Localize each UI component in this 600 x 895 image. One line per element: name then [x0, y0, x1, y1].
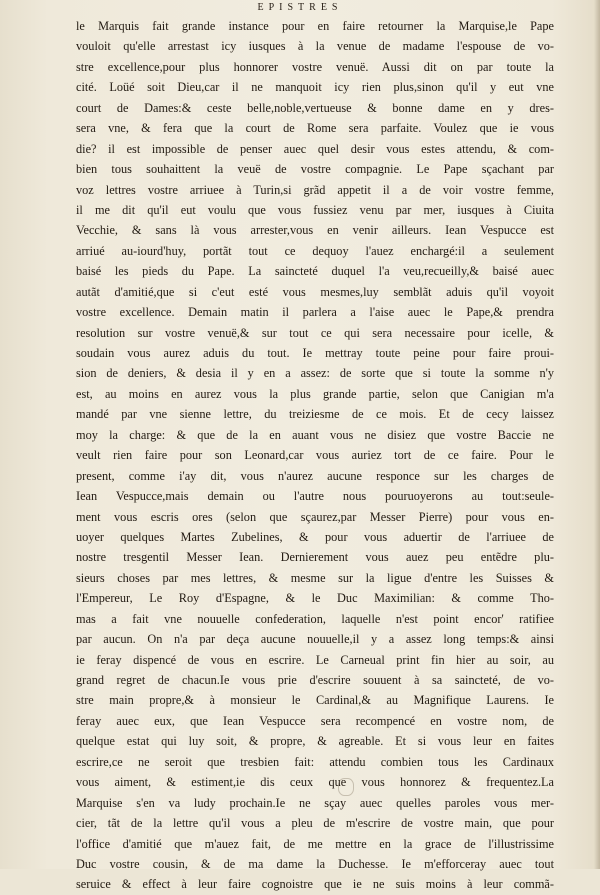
text-line: present, comme i'ay dit, vous n'aurez aucune responce sur les charges de — [76, 468, 554, 483]
text-line: il me dit qu'il eut voulu que vous fussiez venu par mer, iusques à Ciuita — [76, 202, 554, 217]
text-line: voz lettres vostre arriuee à Turin,si grãd appetit il a de voir vostre femme, — [76, 182, 554, 197]
text-line: court de Dames:& ceste belle,noble,vertueuse & bonne dame en y dres- — [76, 100, 554, 115]
text-line: stre main propre,& à monsieur le Cardinal,& au Magnifique Laurens. Ie — [76, 693, 554, 708]
text-line: resolution sur vostre venuë,& sur tout ce qui sera necessaire pour icelle, & — [76, 325, 554, 340]
paper-stain — [338, 778, 354, 796]
text-line: bien tous souhaittent la veuë de vostre compagnie. Le Pape sçachant par — [76, 162, 554, 177]
text-line: cité. Loüé soit Dieu,car il ne manquoit icy rien plus,sinon qu'il y eut vne — [76, 80, 554, 95]
text-line: seruice & effect à leur faire cognoistre que ie ne suis moins à leur commã- — [76, 877, 554, 892]
body-text — [76, 16, 554, 895]
text-line: vostre excellence. Demain matin il parlera a l'aise auec le Pape,& prendra — [76, 305, 554, 320]
text-line: l'Empereur, Le Roy d'Espagne, & le Duc Maximilian: & comme Tho- — [76, 591, 554, 606]
page-gutter-shadow — [594, 0, 600, 869]
text-line: feray auec eux, que Iean Vespucce sera recompencé en vostre nom, de — [76, 713, 554, 728]
text-line: le Marquis fait grande instance pour en faire retourner la Marquise,le Pape — [76, 19, 554, 33]
text-line: mandé par vne sienne lettre, du treiziesme de ce mois. Et de cecy laissez — [76, 407, 554, 422]
text-line: baisé les pieds du Pape. La saincteté duquel l'a veu,recueilly,& baisé auec — [76, 264, 554, 279]
text-line: sion de deniers, & desia il y en a assez: de sorte que si toute la somme n'y — [76, 366, 554, 381]
text-line: Iean Vespucce,mais demain ou l'autre nous pouruoyerons au tout:seule- — [76, 489, 554, 504]
text-line: soudain vous aurez aduis du tout. Ie mettray toute peine pour faire proui- — [76, 346, 554, 360]
text-line: veult rien faire pour son Leonard,car vous auriez tort de ce faire. Pour le — [76, 448, 554, 463]
text-line: moy la charge: & que de la en auant vous ne disiez que vostre Baccie ne — [76, 427, 554, 442]
text-line: nostre tresgentil Messer Iean. Dernierement vous auez peu entẽdre plu- — [76, 550, 554, 565]
text-line: mas a fait vne nouuelle confederation, laquelle n'est point encor' ratifiee — [76, 611, 554, 626]
text-line: l'office d'amitié que m'auez fait, de me mettre en la grace de l'illustrissime — [76, 836, 554, 851]
text-line: vous aiment, & estiment,ie dis ceux que vous honnorez & frequentez.La — [76, 775, 554, 790]
text-line: sera vne, & fera que la court de Rome sera parfaite. Voulez que ie vous — [76, 121, 554, 136]
text-line: stre excellence,pour plus honnorer vostre venuë. Aussi dit on par toute la — [76, 59, 554, 74]
text-line: Duc vostre cousin, & de ma dame la Duchesse. Ie m'efforceray auec tout — [76, 856, 554, 871]
text-line: uoyer quelques Martes Zubelines, & pour vous aduertir de l'arriuee de — [76, 529, 554, 544]
text-line: Vecchie, & sans là vous arrester,vous en venir ailleurs. Iean Vespucce est — [76, 223, 554, 238]
running-header: EPISTRES — [257, 2, 343, 13]
text-line: die? il est impossible de penser auec quel desir vous estes attendu, & com- — [76, 141, 554, 156]
text-line: autãt d'amitié,que si c'eut esté vous mesmes,luy semblãt aduis qu'il voyoit — [76, 284, 554, 299]
text-line: Marquise s'en va ludy prochain.Ie ne sçay auec quelles paroles vous mer- — [76, 795, 554, 810]
text-line: ment vous escris ores (selon que sçaurez,par Messer Pierre) pour vous en- — [76, 509, 554, 524]
text-line: est, au moins en aurez vous la plus grande partie, selon que Canigian m'a — [76, 386, 554, 401]
text-line: grand regret de chacun.Ie vous prie d'escrire souuent à sa saincteté, de vo- — [76, 673, 554, 687]
text-line: vouloit qu'elle arrestast icy iusques à la venue de madame l'espouse de vo- — [76, 39, 554, 54]
text-line: arriué au-iourd'huy, portãt tout ce dequoy l'auez enchargé:il a seulement — [76, 243, 554, 258]
text-line: par aucun. On n'a par deça aucune nouuelle,il y a assez long temps:& ainsi — [76, 632, 554, 647]
text-line: cier, tãt de la lettre qu'il vous a pleu de m'escrire de vostre main, que pour — [76, 816, 554, 831]
text-line: sieurs choses par mes lettres, & mesme sur la ligue d'entre les Suisses & — [76, 570, 554, 585]
text-line: escrire,ce ne seroit que tresbien fait: attendu combien tous les Cardinaux — [76, 754, 554, 769]
text-line: ie feray dispencé de vous en escrire. Le Carneual print fin hier au soir, au — [76, 652, 554, 667]
text-line: quelque estat qui luy soit, & propre, & agreable. Et si vous leur en faites — [76, 734, 554, 749]
